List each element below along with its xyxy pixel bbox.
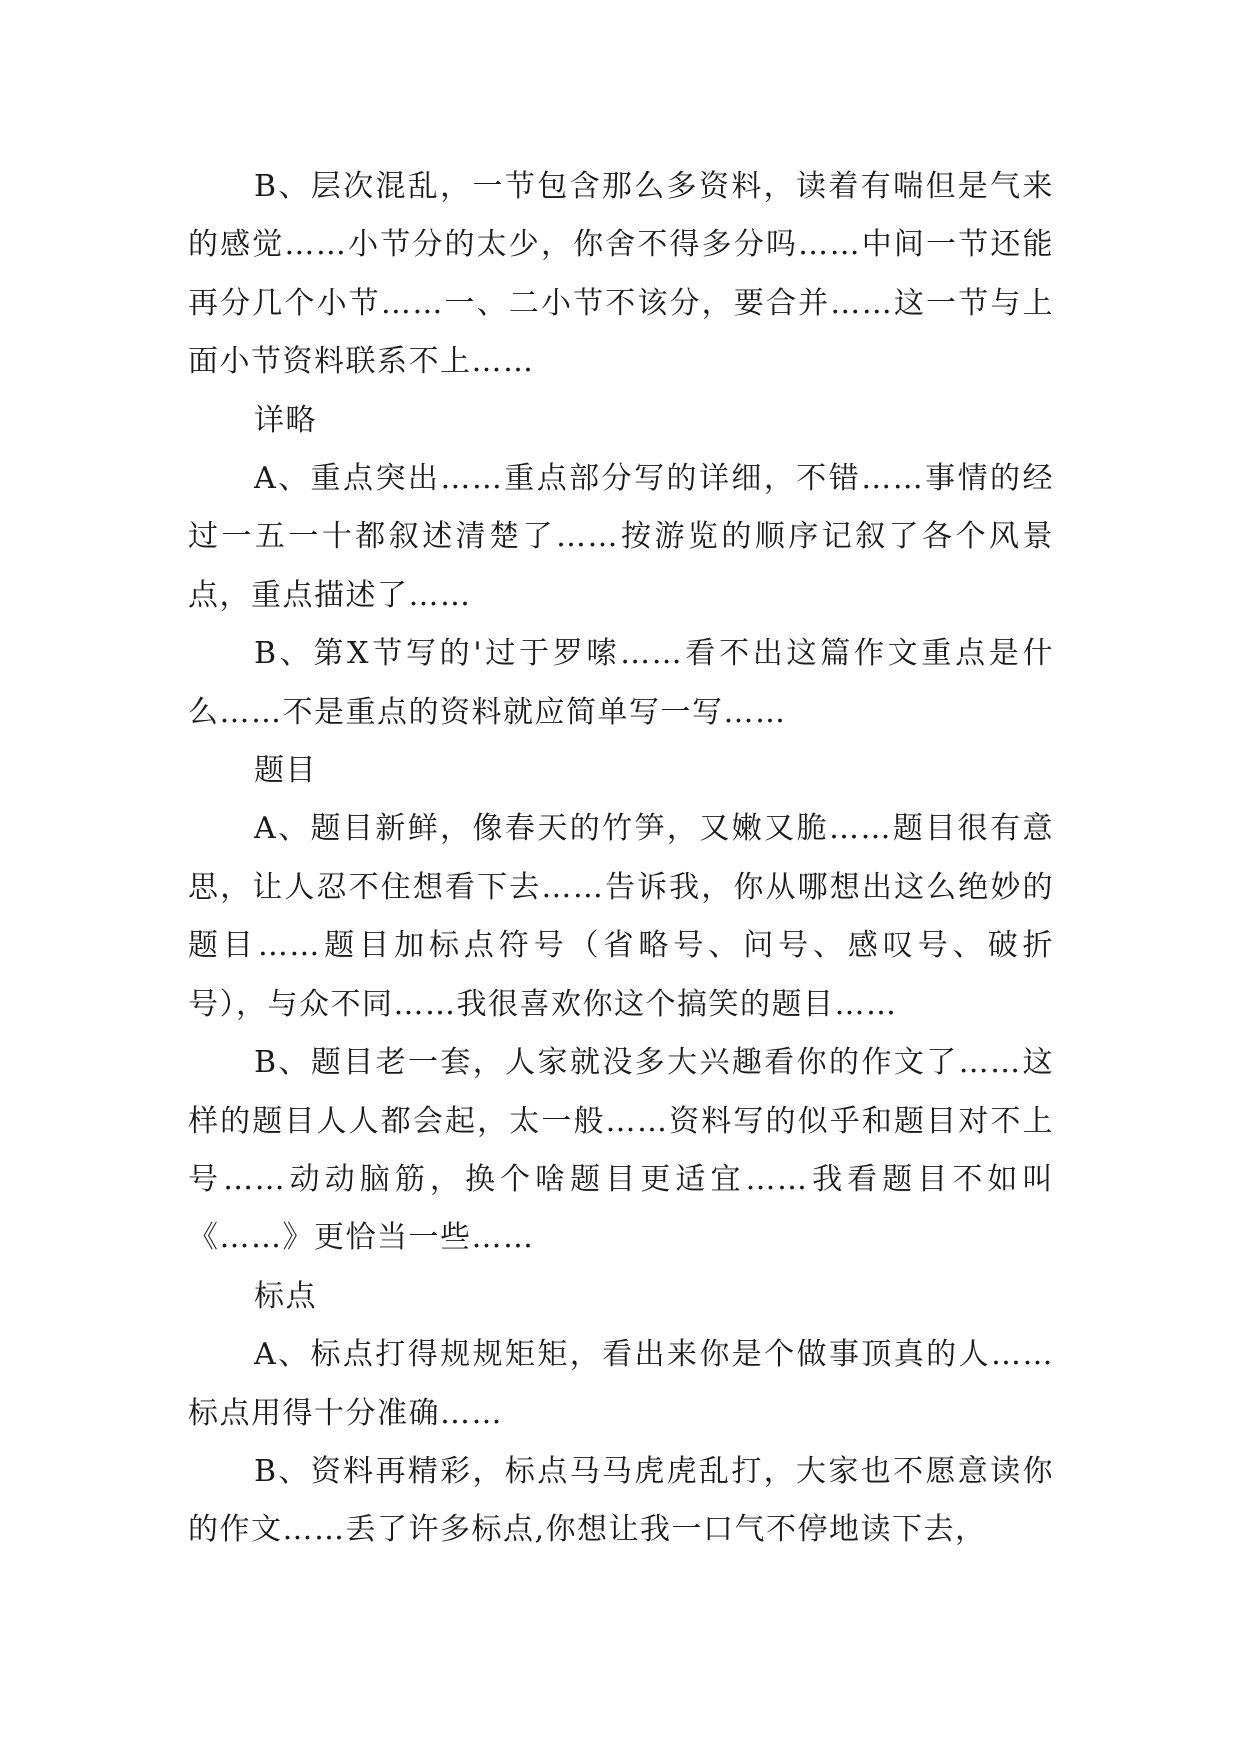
paragraph-punctuation-b: B、资料再精彩，标点马马虎虎乱打，大家也不愿意读你的作文……丢了许多标点,你想让我一口气不停地读下去， (188, 1453, 1054, 1548)
paragraph-detail-a: A、重点突出……重点部分写的详细，不错……事情的经过一五一十都叙述清楚了……按游览的顺序记叙了各个风景点，重点描述了…… (188, 461, 1054, 613)
section-heading-detail: 详略 (254, 402, 317, 438)
paragraph-title-a: A、题目新鲜，像春天的竹笋，又嫩又脆……题目很有意思，让人忍不住想看下去……告诉我，你从哪想出这么绝妙的题目……题目加标点符号（省略号、问号、感叹号、破折号），与众不同……我很喜欢你这个搞笑的题目…… (188, 811, 1054, 1022)
paragraph-detail-b: B、第X节写的'过于罗嗦……看不出这篇作文重点是什么……不是重点的资料就应简单写一写…… (188, 636, 1054, 730)
section-heading-title: 题目 (254, 753, 317, 789)
document-body (188, 158, 1054, 1560)
section-heading-punctuation: 标点 (254, 1278, 317, 1314)
paragraph-punctuation-a: A、标点打得规规矩矩，看出来你是个做事顶真的人……标点用得十分准确…… (188, 1337, 1054, 1431)
paragraph-title-b: B、题目老一套，人家就没多大兴趣看你的作文了……这样的题目人人都会起，太一般……资料写的似乎和题目对不上号……动动脑筋，换个啥题目更适宜……我看题目不如叫《……》更恰当一些…… (188, 1045, 1054, 1256)
paragraph-structure-b: B、层次混乱，一节包含那么多资料，读着有喘但是气来的感觉……小节分的太少，你舍不得多分吗……中间一节还能再分几个小节……一、二小节不该分，要合并……这一节与上面小节资料联系不上…… (188, 169, 1054, 380)
